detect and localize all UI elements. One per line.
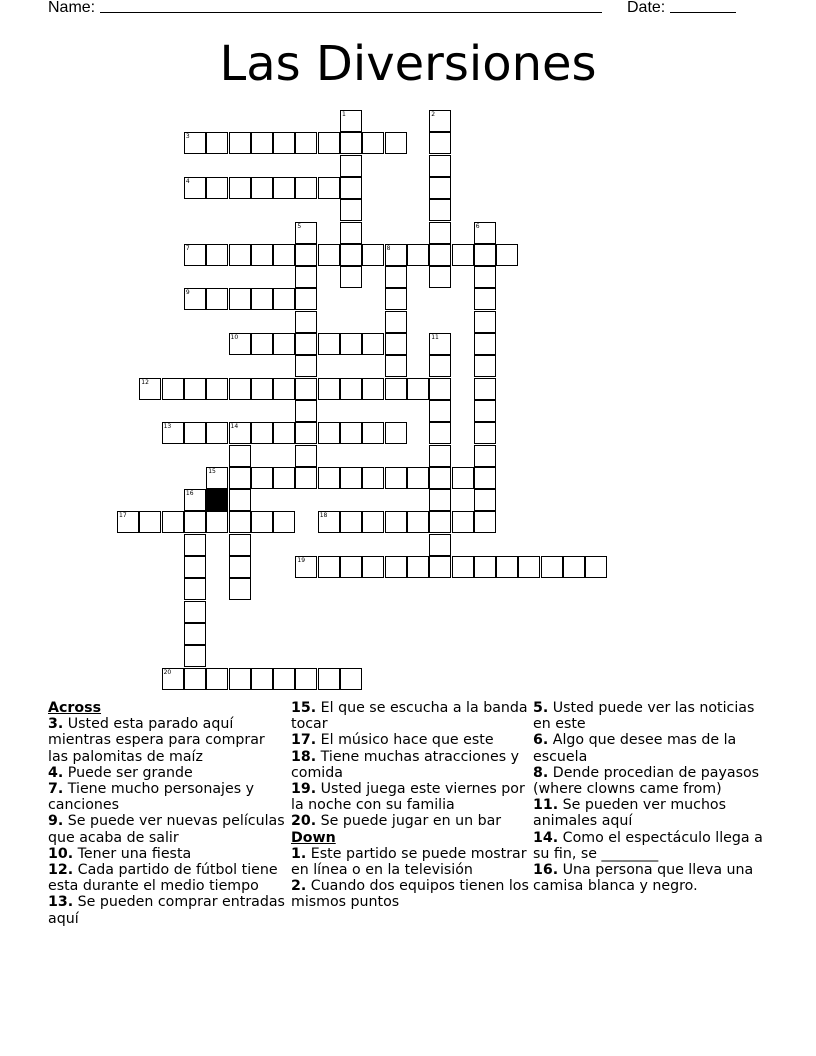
grid-cell[interactable] [295, 333, 317, 355]
grid-cell[interactable] [229, 422, 251, 444]
grid-cell[interactable] [385, 556, 407, 578]
grid-cell[interactable] [318, 378, 340, 400]
grid-cell[interactable] [340, 467, 362, 489]
grid-cell[interactable] [229, 132, 251, 154]
grid-cell[interactable] [474, 311, 496, 333]
grid-cell[interactable] [385, 355, 407, 377]
grid-cell[interactable] [496, 556, 518, 578]
grid-cell[interactable] [184, 378, 206, 400]
grid-cell[interactable] [362, 556, 384, 578]
clue-number-label: 10. [48, 845, 74, 862]
grid-cell[interactable] [184, 668, 206, 690]
grid-cell[interactable] [295, 311, 317, 333]
clue [291, 878, 531, 910]
clue-text: Se puede ver nuevas películas que acaba de salir [48, 813, 285, 846]
clue-text: El músico hace que este [320, 732, 494, 749]
grid-cell[interactable] [273, 333, 295, 355]
grid-cell[interactable] [429, 244, 451, 266]
grid-cell[interactable] [385, 244, 407, 266]
grid-cell[interactable] [295, 467, 317, 489]
clue-number: 16 [185, 490, 194, 498]
grid-cell[interactable] [184, 489, 206, 511]
grid-cell[interactable] [229, 467, 251, 489]
across-clue-list [48, 716, 288, 927]
clue-text: Puede ser grande [67, 764, 193, 781]
clue-number: 19 [297, 557, 306, 564]
grid-cell[interactable] [340, 155, 362, 177]
grid-cell[interactable] [318, 177, 340, 199]
grid-cell[interactable] [362, 378, 384, 400]
grid-cell[interactable] [162, 511, 184, 533]
clue-number: 6 [475, 222, 480, 230]
clue-number-label: 19. [291, 781, 317, 798]
date-label: Date: [627, 0, 666, 16]
grid-cell[interactable] [318, 467, 340, 489]
clue [291, 846, 531, 878]
grid-cell[interactable] [229, 288, 251, 310]
grid-cell[interactable] [585, 556, 607, 578]
clue-number: 14 [230, 423, 239, 431]
grid-cell[interactable] [429, 556, 451, 578]
clue [48, 781, 288, 813]
grid-cell[interactable] [295, 355, 317, 377]
grid-cell[interactable] [429, 378, 451, 400]
clue-number-label: 1. [291, 845, 307, 862]
grid-cell[interactable] [251, 177, 273, 199]
grid-cell[interactable] [206, 467, 228, 489]
clue-text: Tener una fiesta [77, 845, 192, 862]
clue-number: 9 [185, 289, 190, 297]
grid-cell[interactable] [251, 511, 273, 533]
clue-number: 1 [342, 111, 346, 118]
clue [48, 813, 288, 845]
grid-cell[interactable] [318, 333, 340, 355]
grid-cell[interactable] [340, 333, 362, 355]
grid-cell[interactable] [229, 578, 251, 600]
grid-cell[interactable] [474, 244, 496, 266]
grid-cell[interactable] [429, 355, 451, 377]
grid-cell[interactable] [184, 132, 206, 154]
grid-cell[interactable] [340, 668, 362, 690]
grid-cell[interactable] [251, 132, 273, 154]
grid-cell[interactable] [340, 378, 362, 400]
clue-number-label: 3. [48, 716, 64, 733]
grid-cell[interactable] [429, 534, 451, 556]
grid-cell[interactable] [429, 266, 451, 288]
clue-number: 7 [185, 244, 190, 252]
grid-cell[interactable] [474, 422, 496, 444]
grid-cell[interactable] [229, 378, 251, 400]
grid-cell[interactable] [429, 467, 451, 489]
grid-cell[interactable] [318, 668, 340, 690]
grid-cell[interactable] [206, 511, 228, 533]
grid-cell[interactable] [429, 445, 451, 467]
grid-cell[interactable] [229, 511, 251, 533]
clue-number-label: 18. [291, 748, 317, 765]
grid-cell[interactable] [206, 668, 228, 690]
grid-cell[interactable] [229, 556, 251, 578]
grid-cell[interactable] [429, 511, 451, 533]
clue-text: Usted puede ver las noticias en este [533, 700, 755, 733]
grid-cell[interactable] [229, 445, 251, 467]
grid-cell[interactable] [295, 400, 317, 422]
grid-cell[interactable] [340, 199, 362, 221]
grid-cell[interactable] [362, 244, 384, 266]
clue [291, 732, 531, 748]
clue-number: 15 [208, 467, 216, 475]
grid-cell[interactable] [295, 244, 317, 266]
clue-number: 4 [185, 177, 190, 185]
clue-text: El que se escucha a la banda tocar [291, 700, 528, 733]
grid-cell[interactable] [385, 333, 407, 355]
clue [533, 732, 773, 764]
grid-cell[interactable] [184, 534, 206, 556]
grid-cell[interactable] [474, 355, 496, 377]
grid-cell[interactable] [295, 445, 317, 467]
grid-cell[interactable] [251, 668, 273, 690]
grid-cell[interactable] [295, 668, 317, 690]
clue-number-label: 13. [48, 894, 74, 911]
clue-number-label: 2. [291, 878, 307, 895]
grid-cell[interactable] [273, 378, 295, 400]
grid-cell[interactable] [340, 244, 362, 266]
grid-cell[interactable] [429, 422, 451, 444]
across-heading: Across [48, 700, 102, 716]
grid-cell[interactable] [385, 311, 407, 333]
grid-cell[interactable] [362, 132, 384, 154]
grid-cell[interactable] [474, 489, 496, 511]
grid-cell[interactable] [474, 222, 496, 244]
clue-text: Algo que desee mas de la escuela [533, 732, 737, 765]
clue [533, 797, 773, 829]
grid-cell[interactable] [385, 378, 407, 400]
clue-text: Como el espectáculo llega a su fin, se ________ [533, 829, 763, 862]
grid-cell[interactable] [295, 422, 317, 444]
clue-text: Usted esta parado aquí mientras espera para comprar las palomitas de maíz [48, 716, 265, 765]
grid-cell[interactable] [362, 511, 384, 533]
grid-cell[interactable] [206, 288, 228, 310]
clue-number-label: 7. [48, 781, 64, 798]
clue [291, 813, 531, 829]
grid-cell[interactable] [407, 467, 429, 489]
grid-cell[interactable] [340, 177, 362, 199]
grid-cell[interactable] [273, 511, 295, 533]
clue-text: Se pueden comprar entradas aquí [48, 894, 285, 927]
grid-cell[interactable] [184, 645, 206, 667]
grid-cell[interactable] [496, 244, 518, 266]
grid-cell[interactable] [251, 422, 273, 444]
grid-cell[interactable] [474, 400, 496, 422]
grid-cell[interactable] [429, 110, 451, 132]
grid-cell[interactable] [229, 668, 251, 690]
blocked-cell [206, 489, 228, 511]
clue-number: 11 [431, 334, 439, 341]
clues-column-3 [533, 700, 773, 894]
grid-cell[interactable] [273, 244, 295, 266]
grid-cell[interactable] [295, 266, 317, 288]
grid-cell[interactable] [251, 467, 273, 489]
clue-number: 3 [185, 133, 190, 141]
grid-cell[interactable] [474, 266, 496, 288]
clue [291, 781, 531, 813]
clue-number-label: 15. [291, 700, 317, 716]
grid-cell[interactable] [452, 556, 474, 578]
clue-number-label: 14. [533, 829, 559, 846]
grid-cell[interactable] [162, 668, 184, 690]
grid-cell[interactable] [474, 288, 496, 310]
grid-cell[interactable] [206, 132, 228, 154]
across-clue-list-continued [291, 700, 531, 830]
grid-cell[interactable] [318, 511, 340, 533]
grid-cell[interactable] [452, 467, 474, 489]
clue [533, 765, 773, 797]
grid-cell[interactable] [474, 556, 496, 578]
clue-text: Tiene muchas atracciones y comida [291, 748, 520, 781]
grid-cell[interactable] [273, 467, 295, 489]
grid-cell[interactable] [229, 244, 251, 266]
grid-cell[interactable] [474, 378, 496, 400]
grid-cell[interactable] [229, 534, 251, 556]
grid-cell[interactable] [162, 378, 184, 400]
grid-cell[interactable] [184, 177, 206, 199]
grid-cell[interactable] [273, 288, 295, 310]
grid-cell[interactable] [518, 556, 540, 578]
clue [48, 716, 288, 765]
grid-cell[interactable] [429, 199, 451, 221]
grid-cell[interactable] [362, 467, 384, 489]
grid-cell[interactable] [273, 132, 295, 154]
grid-cell[interactable] [206, 378, 228, 400]
grid-cell[interactable] [184, 578, 206, 600]
clue [533, 830, 773, 862]
grid-cell[interactable] [429, 155, 451, 177]
grid-cell[interactable] [474, 445, 496, 467]
grid-cell[interactable] [541, 556, 563, 578]
clue-text: Cuando dos equipos tienen los mismos puntos [291, 878, 529, 911]
grid-cell[interactable] [385, 511, 407, 533]
grid-cell[interactable] [273, 668, 295, 690]
clue-text: Dende procedian de payasos (where clowns came from) [533, 764, 760, 798]
grid-cell[interactable] [206, 422, 228, 444]
clue [48, 894, 288, 926]
down-heading: Down [291, 829, 336, 846]
grid-cell[interactable] [295, 222, 317, 244]
clue-number: 17 [119, 512, 127, 520]
grid-cell[interactable] [385, 132, 407, 154]
grid-cell[interactable] [429, 489, 451, 511]
grid-cell[interactable] [184, 244, 206, 266]
grid-cell[interactable] [184, 556, 206, 578]
clue [48, 846, 288, 862]
grid-cell[interactable] [429, 177, 451, 199]
clue [533, 862, 773, 894]
grid-cell[interactable] [295, 132, 317, 154]
grid-cell[interactable] [362, 333, 384, 355]
grid-cell[interactable] [206, 177, 228, 199]
clue-number-label: 16. [533, 862, 559, 879]
clue-number: 8 [386, 244, 391, 252]
clue [533, 700, 773, 732]
grid-cell[interactable] [318, 422, 340, 444]
clue-number-label: 6. [533, 732, 549, 749]
clue-text: Tiene mucho personajes y canciones [48, 781, 254, 814]
clue-number-label: 12. [48, 862, 74, 879]
grid-cell[interactable] [452, 511, 474, 533]
grid-cell[interactable] [295, 288, 317, 310]
name-label: Name: [48, 0, 96, 16]
grid-cell[interactable] [295, 556, 317, 578]
grid-cell[interactable] [407, 556, 429, 578]
clues-column-1 [48, 700, 288, 927]
clue-number: 12 [141, 378, 149, 386]
clue-number-label: 4. [48, 764, 64, 781]
grid-cell[interactable] [184, 601, 206, 623]
grid-cell[interactable] [340, 222, 362, 244]
grid-cell[interactable] [273, 422, 295, 444]
clue-text: Una persona que lleva una camisa blanca y negro. [533, 862, 754, 895]
grid-cell[interactable] [429, 222, 451, 244]
grid-cell[interactable] [251, 333, 273, 355]
grid-cell[interactable] [362, 422, 384, 444]
grid-cell[interactable] [318, 556, 340, 578]
grid-cell[interactable] [251, 244, 273, 266]
clues-column-2 [291, 700, 531, 911]
grid-cell[interactable] [429, 400, 451, 422]
grid-cell[interactable] [385, 422, 407, 444]
grid-cell[interactable] [184, 422, 206, 444]
clue [48, 765, 288, 781]
page-title: Las Diversiones [219, 36, 597, 92]
clue [291, 749, 531, 781]
grid-cell[interactable] [407, 244, 429, 266]
clue-number-label: 17. [291, 732, 317, 749]
clue-number-label: 9. [48, 813, 64, 830]
grid-cell[interactable] [184, 623, 206, 645]
grid-cell[interactable] [184, 288, 206, 310]
grid-cell[interactable] [295, 378, 317, 400]
down-clue-list-continued [533, 700, 773, 894]
grid-cell[interactable] [162, 422, 184, 444]
clue-text: Usted juega este viernes por la noche con su familia [291, 781, 525, 814]
grid-cell[interactable] [340, 556, 362, 578]
clue-number: 2 [431, 111, 436, 118]
grid-cell[interactable] [429, 333, 451, 355]
clue-number: 5 [297, 222, 302, 230]
grid-cell[interactable] [251, 288, 273, 310]
clue-text: Cada partido de fútbol tiene esta durante el medio tiempo [48, 862, 278, 895]
grid-cell[interactable] [407, 511, 429, 533]
grid-cell[interactable] [407, 378, 429, 400]
grid-cell[interactable] [340, 132, 362, 154]
clue-number: 10 [230, 334, 239, 341]
clue-number-label: 5. [533, 700, 549, 716]
grid-cell[interactable] [318, 132, 340, 154]
grid-cell[interactable] [474, 511, 496, 533]
grid-cell[interactable] [139, 378, 161, 400]
clue-number: 18 [319, 512, 328, 520]
grid-cell[interactable] [139, 511, 161, 533]
grid-cell[interactable] [229, 333, 251, 355]
grid-cell[interactable] [340, 266, 362, 288]
grid-cell[interactable] [295, 177, 317, 199]
grid-cell[interactable] [229, 489, 251, 511]
clue-text: Se pueden ver muchos animales aquí [533, 797, 727, 830]
clue-text: Este partido se puede mostrar en línea o en la televisión [291, 845, 527, 879]
clue-number-label: 8. [533, 764, 549, 781]
grid-cell[interactable] [117, 511, 139, 533]
grid-cell[interactable] [229, 177, 251, 199]
grid-cell[interactable] [273, 177, 295, 199]
clue-number: 20 [163, 668, 172, 676]
grid-cell[interactable] [429, 132, 451, 154]
grid-cell[interactable] [385, 467, 407, 489]
grid-cell[interactable] [340, 422, 362, 444]
grid-cell[interactable] [385, 288, 407, 310]
grid-cell[interactable] [340, 511, 362, 533]
clue-number-label: 20. [291, 813, 317, 830]
clue-text: Se puede jugar en un bar [320, 813, 502, 830]
clue [291, 700, 531, 732]
down-clue-list [291, 846, 531, 911]
grid-cell[interactable] [474, 467, 496, 489]
grid-cell[interactable] [340, 110, 362, 132]
grid-cell[interactable] [318, 244, 340, 266]
grid-cell[interactable] [563, 556, 585, 578]
clue-number-label: 11. [533, 797, 559, 814]
grid-cell[interactable] [385, 266, 407, 288]
grid-cell[interactable] [184, 511, 206, 533]
grid-cell[interactable] [452, 244, 474, 266]
grid-cell[interactable] [251, 378, 273, 400]
clue-number: 13 [163, 423, 172, 431]
grid-cell[interactable] [474, 333, 496, 355]
grid-cell[interactable] [206, 244, 228, 266]
clue [48, 862, 288, 894]
